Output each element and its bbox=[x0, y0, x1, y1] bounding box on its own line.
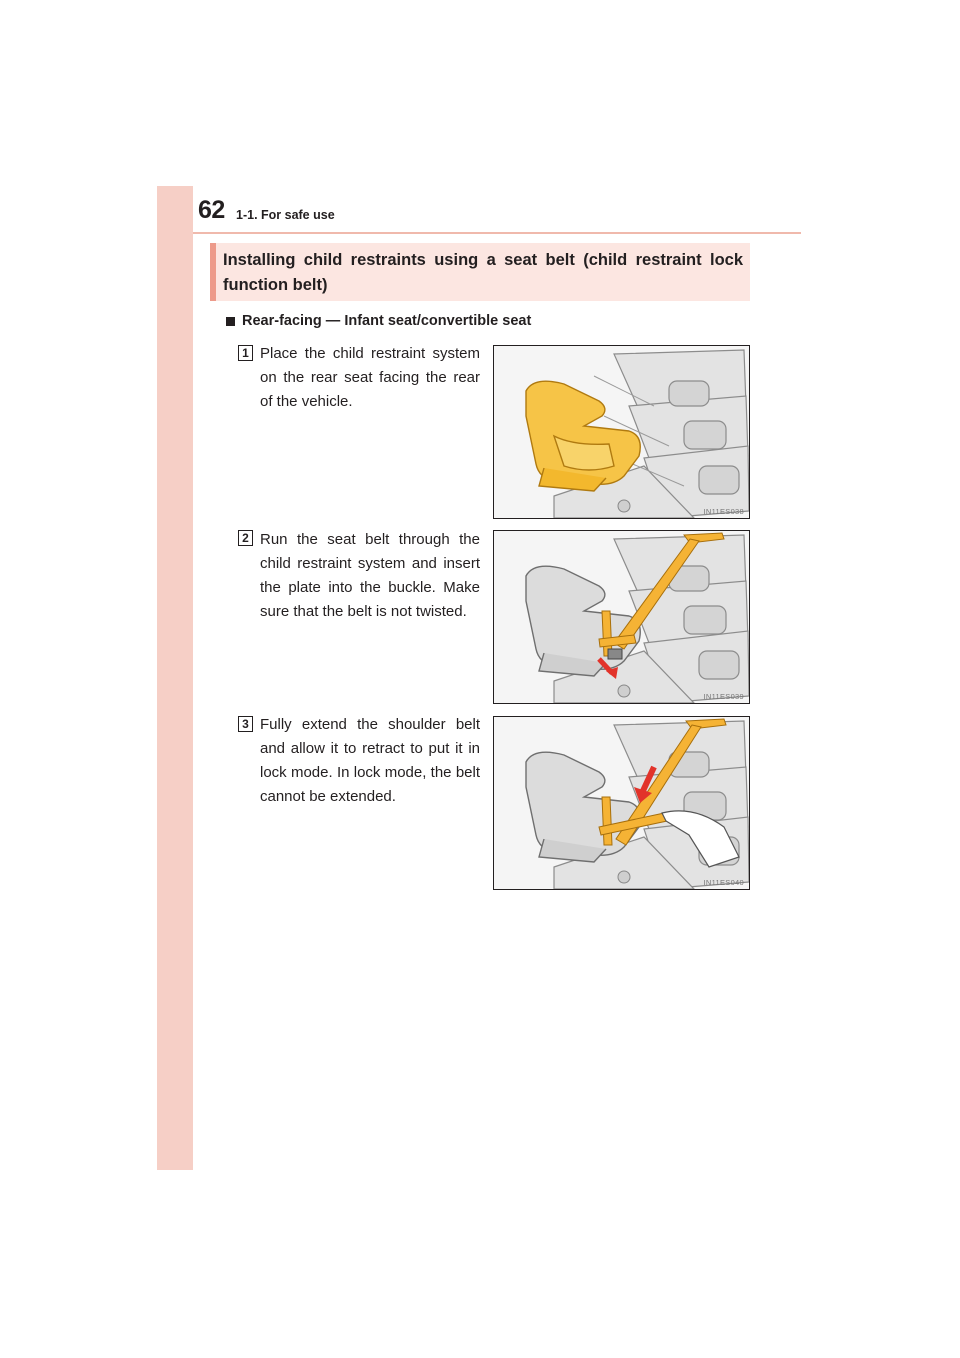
section-heading: Installing child restraints using a seat belt (child restraint lock function belt) bbox=[223, 251, 743, 294]
figure-code-1: IN11ES038 bbox=[703, 507, 744, 516]
belt-lock-mode-illustration bbox=[494, 717, 750, 890]
header-rule bbox=[193, 232, 801, 234]
figure-step-2 bbox=[493, 530, 750, 704]
sub-heading-text: Rear-facing — Infant seat/convertible seat bbox=[242, 313, 532, 329]
step-number-3: 3 bbox=[238, 716, 253, 732]
step-text-2: Run the seat belt through the child restraint system and insert the plate into the buckle. Make sure that the belt is not twisted. bbox=[260, 531, 480, 620]
belt-routed-illustration bbox=[494, 531, 750, 704]
step-number-1: 1 bbox=[238, 345, 253, 361]
step-text-1: Place the child restraint system on the rear seat facing the rear of the vehicle. bbox=[260, 345, 480, 410]
heading-accent-bar bbox=[210, 243, 216, 301]
square-bullet-icon bbox=[226, 317, 235, 326]
sub-heading bbox=[226, 313, 531, 329]
child-seat-placed-illustration bbox=[494, 346, 750, 519]
page-number: 62 bbox=[198, 196, 225, 224]
figure-code-2: IN11ES039 bbox=[703, 692, 744, 701]
figure-step-3 bbox=[493, 716, 750, 890]
side-color-band bbox=[157, 186, 193, 1170]
step-text-3: Fully extend the shoulder belt and allow it to retract to put it in lock mode. In lock mode, the belt cannot be extended. bbox=[260, 716, 480, 805]
section-heading-box bbox=[210, 243, 750, 301]
figure-code-3: IN11ES040 bbox=[703, 878, 744, 887]
figure-step-1 bbox=[493, 345, 750, 519]
step-number-2: 2 bbox=[238, 530, 253, 546]
section-title: 1-1. For safe use bbox=[236, 208, 335, 222]
